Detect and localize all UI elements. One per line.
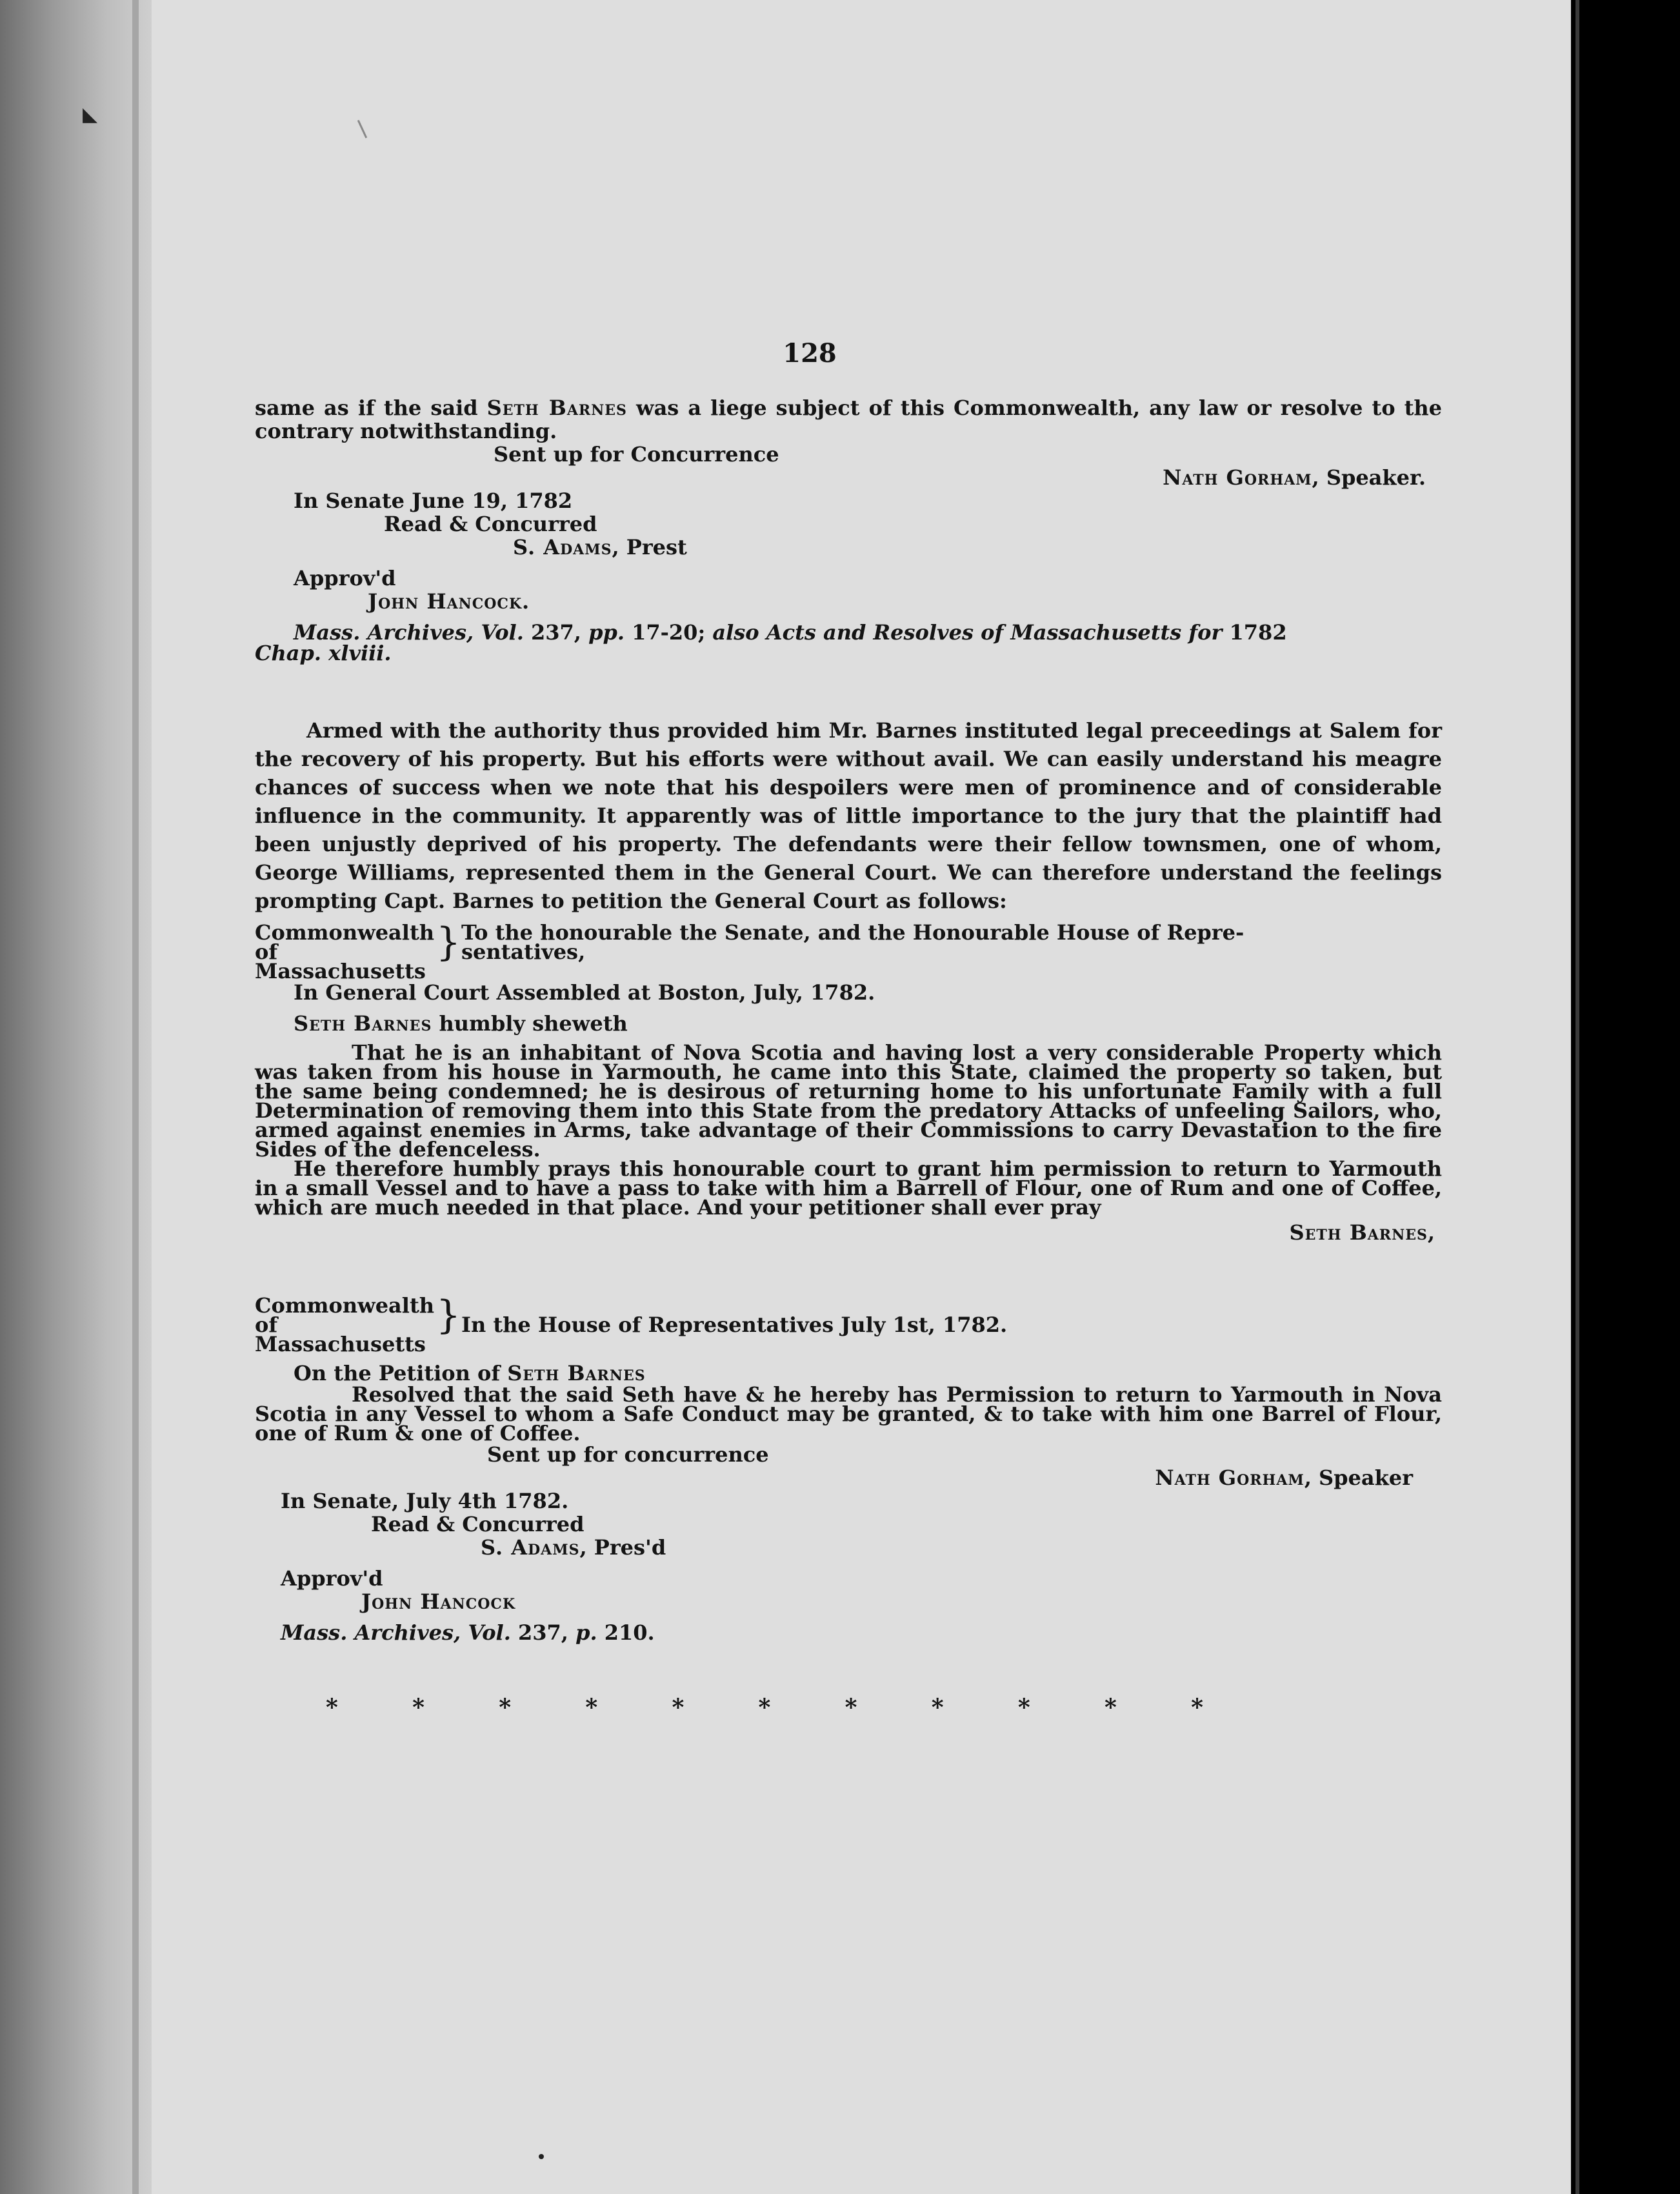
senate-line: In Senate, July 4th 1782. <box>281 1489 569 1513</box>
sent-up-line: Sent up for Concurrence <box>494 442 779 467</box>
resolve-heading-right <box>461 1296 1442 1337</box>
speaker-name: Nath Gorham <box>1155 1465 1305 1490</box>
petitioner-signature: Seth Barnes, <box>1289 1220 1435 1245</box>
cite-part: also Acts and Resolves of Massachusetts for <box>712 620 1223 645</box>
page-right-edge <box>1571 0 1680 2194</box>
citation <box>255 621 1442 644</box>
governor-name: John Hancock. <box>368 589 530 614</box>
house-line: In the House of Representatives July 1st, 1782. <box>461 1313 1008 1337</box>
divider-star: * <box>1017 1694 1030 1721</box>
narrative-paragraph: Armed with the authority thus provided him Mr. Barnes instituted legal preceedings at Salem for the recovery of his property. But his efforts were without avail. We can easily understand his meagre chances of success when we note that his despoilers were men of prominence and of considerable influence in the community. It apparently was of little importance to the jury that the plaintiff had been unjustly deprived of his property. The defendants were their fellow townsmen, one of whom, George Williams, represented them in the General Court. We can therefore understand the feelings prompting Capt. Barnes to petition the General Court as follows: <box>255 718 1442 913</box>
read-line: Read & Concurred <box>371 1512 585 1536</box>
section-divider-stars <box>326 1696 1203 1719</box>
petition-heading-left <box>255 920 435 983</box>
divider-star: * <box>585 1694 598 1721</box>
on-petition-line <box>255 1362 1442 1385</box>
massachusetts-label: of Massachusetts <box>255 1313 426 1356</box>
senate-line: In Senate June 19, 1782 <box>294 488 573 513</box>
cite-part: 1782 <box>1222 620 1287 645</box>
divider-star: * <box>672 1694 685 1721</box>
resolve-end-text <box>255 396 1442 443</box>
page-content <box>255 338 1443 1721</box>
president-line <box>255 536 1442 559</box>
citation <box>255 1621 1442 1644</box>
brace-glyph: } <box>435 1293 461 1338</box>
page-left-edge-shadow <box>0 0 152 2194</box>
speaker-name: Nath Gorham <box>1163 465 1312 490</box>
divider-star: * <box>1104 1694 1117 1721</box>
resolve-paragraph: Resolved that the said Seth have & he hereby has Permission to return to Yarmouth in Nova Scotia in any Vessel to whom a Safe Conduct may be granted, & to take with him one Barrel of Flour, one of Rum & one of Coffee. <box>255 1382 1442 1445</box>
divider-star: * <box>1191 1694 1203 1721</box>
president-line <box>255 1536 1442 1559</box>
citation-chapter: Chap. xlviii. <box>255 641 392 665</box>
petition-paragraph-1: That he is an inhabitant of Nova Scotia and having lost a very considerable Property which was taken from his house in Yarmouth, he came into this State, claimed the property so taken, but the same being condemned; he is desirous of returning home to his unfortunate Family with a full Determination of removing them into this State from the predatory Attacks of unfeeling Sailors, who, armed against enemies in Arms, take advantage of their Commissions to carry Devastation to the fire Sides of the defenceless. <box>255 1040 1442 1162</box>
cite-part: p. <box>575 1620 597 1645</box>
divider-star: * <box>326 1694 338 1721</box>
resolve-heading <box>255 1293 1442 1356</box>
cite-part: 237, <box>510 1620 576 1645</box>
speaker-title: , Speaker. <box>1312 465 1426 490</box>
margin-mark: ◣ <box>83 103 98 126</box>
address-line-2: sentatives, <box>461 940 586 964</box>
divider-star: * <box>499 1694 512 1721</box>
petition-heading-right <box>461 920 1442 964</box>
name-seth-barnes: Seth Barnes <box>486 396 627 420</box>
divider-star: * <box>845 1694 857 1721</box>
petition-paragraph-2: He therefore humbly prays this honourable court to grant him permission to return to Yarmouth in a small Vessel and to have a pass to take with him a Barrell of Flour, one of Rum and one of Coffee, which are much needed in that place. And your petitioner shall ever pray <box>255 1156 1442 1220</box>
approved-line: Approv'd <box>294 566 396 590</box>
assembled-line: In General Court Assembled at Boston, July, 1782. <box>294 980 875 1005</box>
read-line: Read & Concurred <box>384 512 597 536</box>
cite-part: Mass. Archives, Vol. <box>281 1620 511 1645</box>
cite-part: 237, <box>523 620 589 645</box>
divider-star: * <box>758 1694 771 1721</box>
approved-line: Approv'd <box>281 1566 383 1591</box>
resolve-heading-left <box>255 1293 435 1356</box>
president-title: , Pres'd <box>579 1535 666 1560</box>
massachusetts-label: of Massachusetts <box>255 940 426 983</box>
address-line-1: To the honourable the Senate, and the Honourable House of Repre- <box>461 920 1245 945</box>
cite-part: pp. <box>588 620 625 645</box>
president-name: S. Adams <box>481 1535 580 1560</box>
ink-speck <box>539 2154 544 2159</box>
book-spine <box>132 0 139 2194</box>
sheweth-line <box>255 1012 1442 1035</box>
commonwealth-label: Commonwealth <box>255 920 434 945</box>
sent-up-line: Sent up for concurrence <box>487 1442 769 1467</box>
governor-name: John Hancock <box>361 1589 516 1614</box>
speaker-signature <box>255 1466 1442 1489</box>
speaker-title: , Speaker <box>1304 1465 1413 1490</box>
petition-heading <box>255 920 1442 983</box>
page-number: 128 <box>783 338 837 368</box>
president-name: S. Adams <box>513 535 612 559</box>
brace-glyph: } <box>435 920 461 965</box>
cite-part: 17-20; <box>624 620 713 645</box>
text-fragment: was a liege subject of this Commonwealth, any law or resolve to the contrary notwithstanding. <box>255 396 1443 443</box>
cite-part: 210. <box>597 1620 655 1645</box>
text-fragment: same as if the said <box>255 396 487 420</box>
cite-part: Mass. Archives, Vol. <box>294 620 524 645</box>
on-petition-text: On the Petition of <box>294 1361 508 1385</box>
name-seth-barnes: Seth Barnes <box>507 1361 646 1385</box>
right-edge-line <box>1575 0 1579 2194</box>
commonwealth-label: Commonwealth <box>255 1293 434 1318</box>
president-title: , Prest <box>612 535 687 559</box>
speaker-signature <box>255 466 1442 489</box>
sheweth-text: humbly sheweth <box>432 1011 628 1036</box>
divider-star: * <box>931 1694 944 1721</box>
name-seth-barnes: Seth Barnes <box>294 1011 432 1036</box>
divider-star: * <box>412 1694 425 1721</box>
